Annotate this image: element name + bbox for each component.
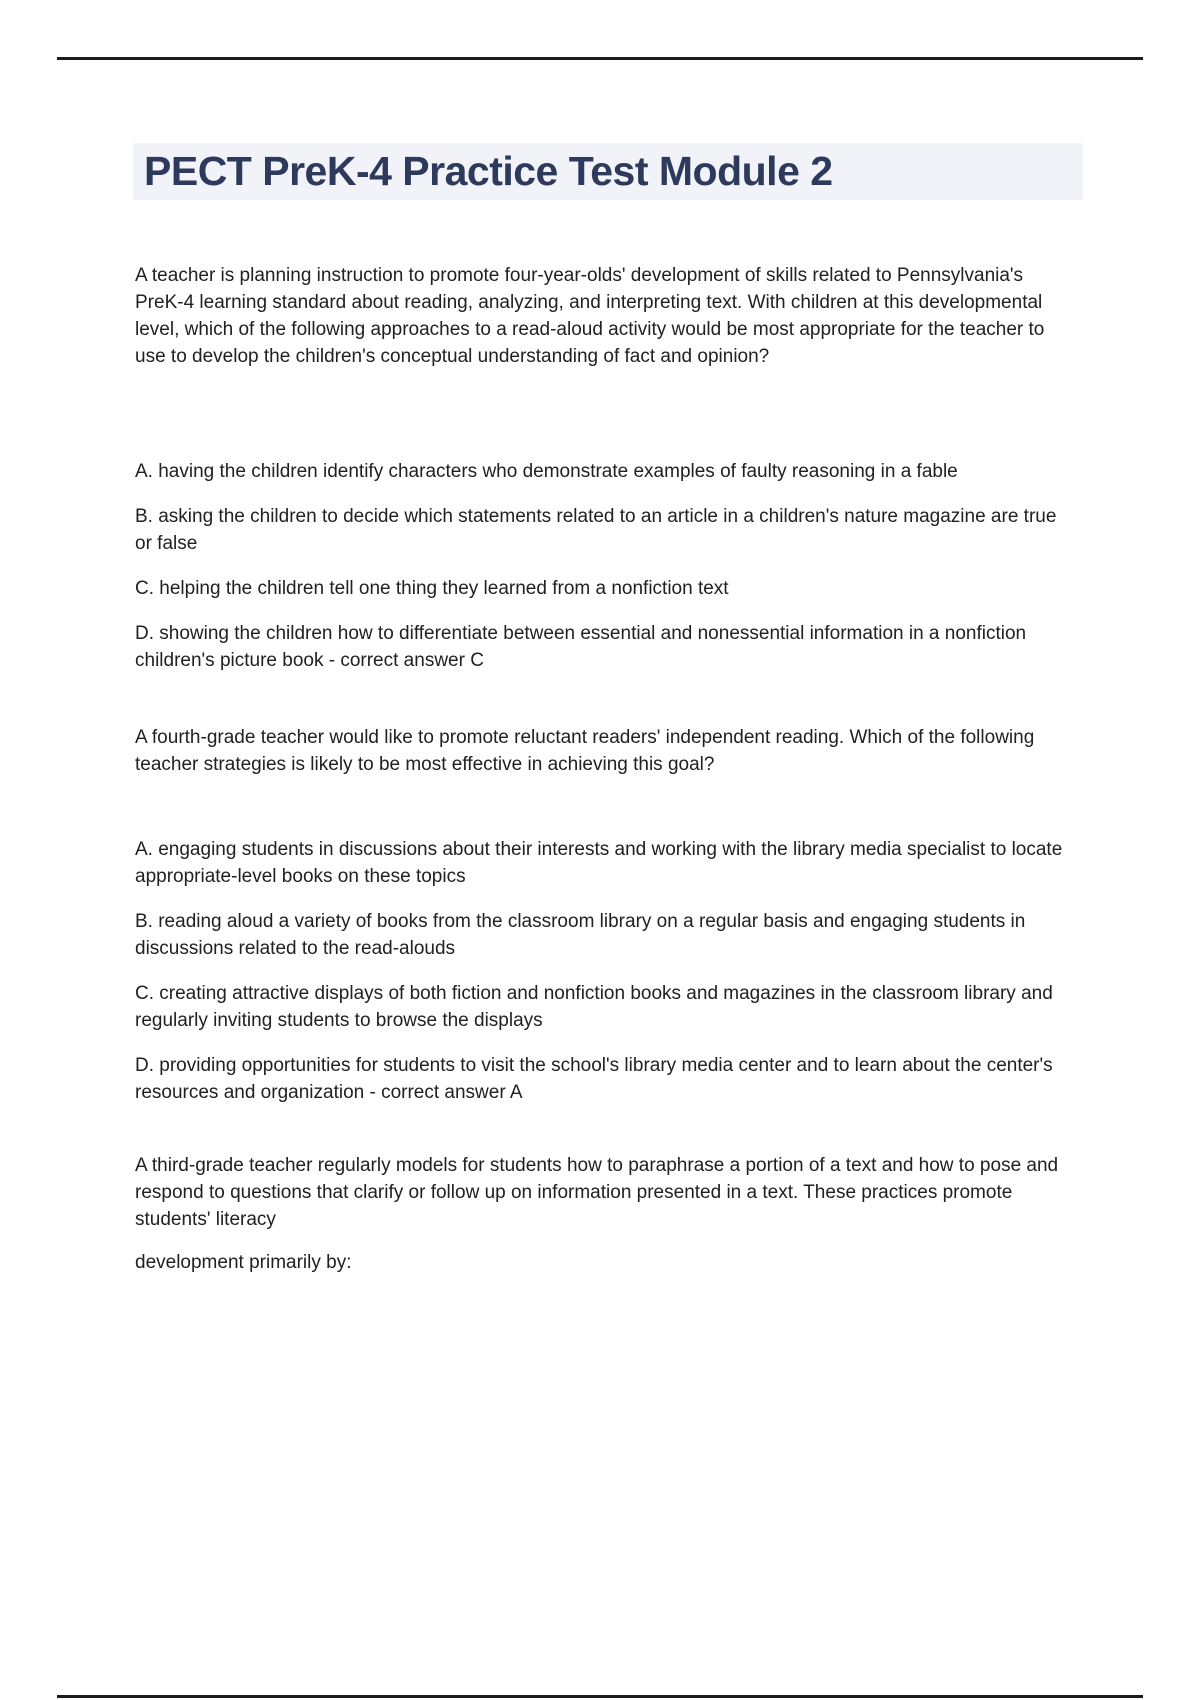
answer-option-d: D. showing the children how to differentiate between essential and nonessential information in a nonfiction children's picture book - correct answer C — [135, 623, 1027, 671]
answer-option-a: A. engaging students in discussions about their interests and working with the library media specialist to locate appropriate-level books on these topics — [135, 839, 1063, 887]
question-1-options — [135, 458, 1070, 692]
question-3-block — [135, 1152, 1070, 1276]
answer-option-b: B. asking the children to decide which statements related to an article in a children's nature magazine are true or false — [135, 506, 1057, 554]
question-2-options — [135, 836, 1070, 1124]
question-prompt: A fourth-grade teacher would like to promote reluctant readers' independent reading. Which of the following teacher strategies is likely to be most effective in achieving this goal? — [135, 727, 1035, 775]
question-prompt: A teacher is planning instruction to promote four-year-olds' development of skills related to Pennsylvania's PreK-4 learning standard about reading, analyzing, and interpreting text. With children at this developmental level, which of the following approaches to a read-aloud activity would be most appropriate for the teacher to use to develop the children's conceptual understanding of fact and opinion? — [135, 265, 1045, 367]
question-prompt-continued: development primarily by: — [135, 1252, 352, 1273]
question-prompt: A third-grade teacher regularly models for students how to paraphrase a portion of a text and how to pose and respond to questions that clarify or follow up on information presented in a text. These practices promote students' literacy — [135, 1155, 1059, 1230]
bottom-rule — [57, 1695, 1143, 1698]
title-highlight-band — [133, 143, 1083, 200]
answer-option-c: C. helping the children tell one thing they learned from a nonfiction text — [135, 578, 729, 599]
top-rule — [57, 57, 1143, 60]
answer-option-c: C. creating attractive displays of both fiction and nonfiction books and magazines in the classroom library and regularly inviting students to browse the displays — [135, 983, 1053, 1031]
answer-option-b: B. reading aloud a variety of books from the classroom library on a regular basis and engaging students in discussions related to the read-alouds — [135, 911, 1026, 959]
question-2-block — [135, 724, 1070, 778]
answer-option-a: A. having the children identify characters who demonstrate examples of faulty reasoning in a fable — [135, 461, 958, 482]
page-title: PECT PreK-4 Practice Test Module 2 — [144, 148, 833, 194]
answer-option-d: D. providing opportunities for students to visit the school's library media center and to learn about the center's resources and organization - correct answer A — [135, 1055, 1053, 1103]
question-1-block — [135, 262, 1070, 370]
